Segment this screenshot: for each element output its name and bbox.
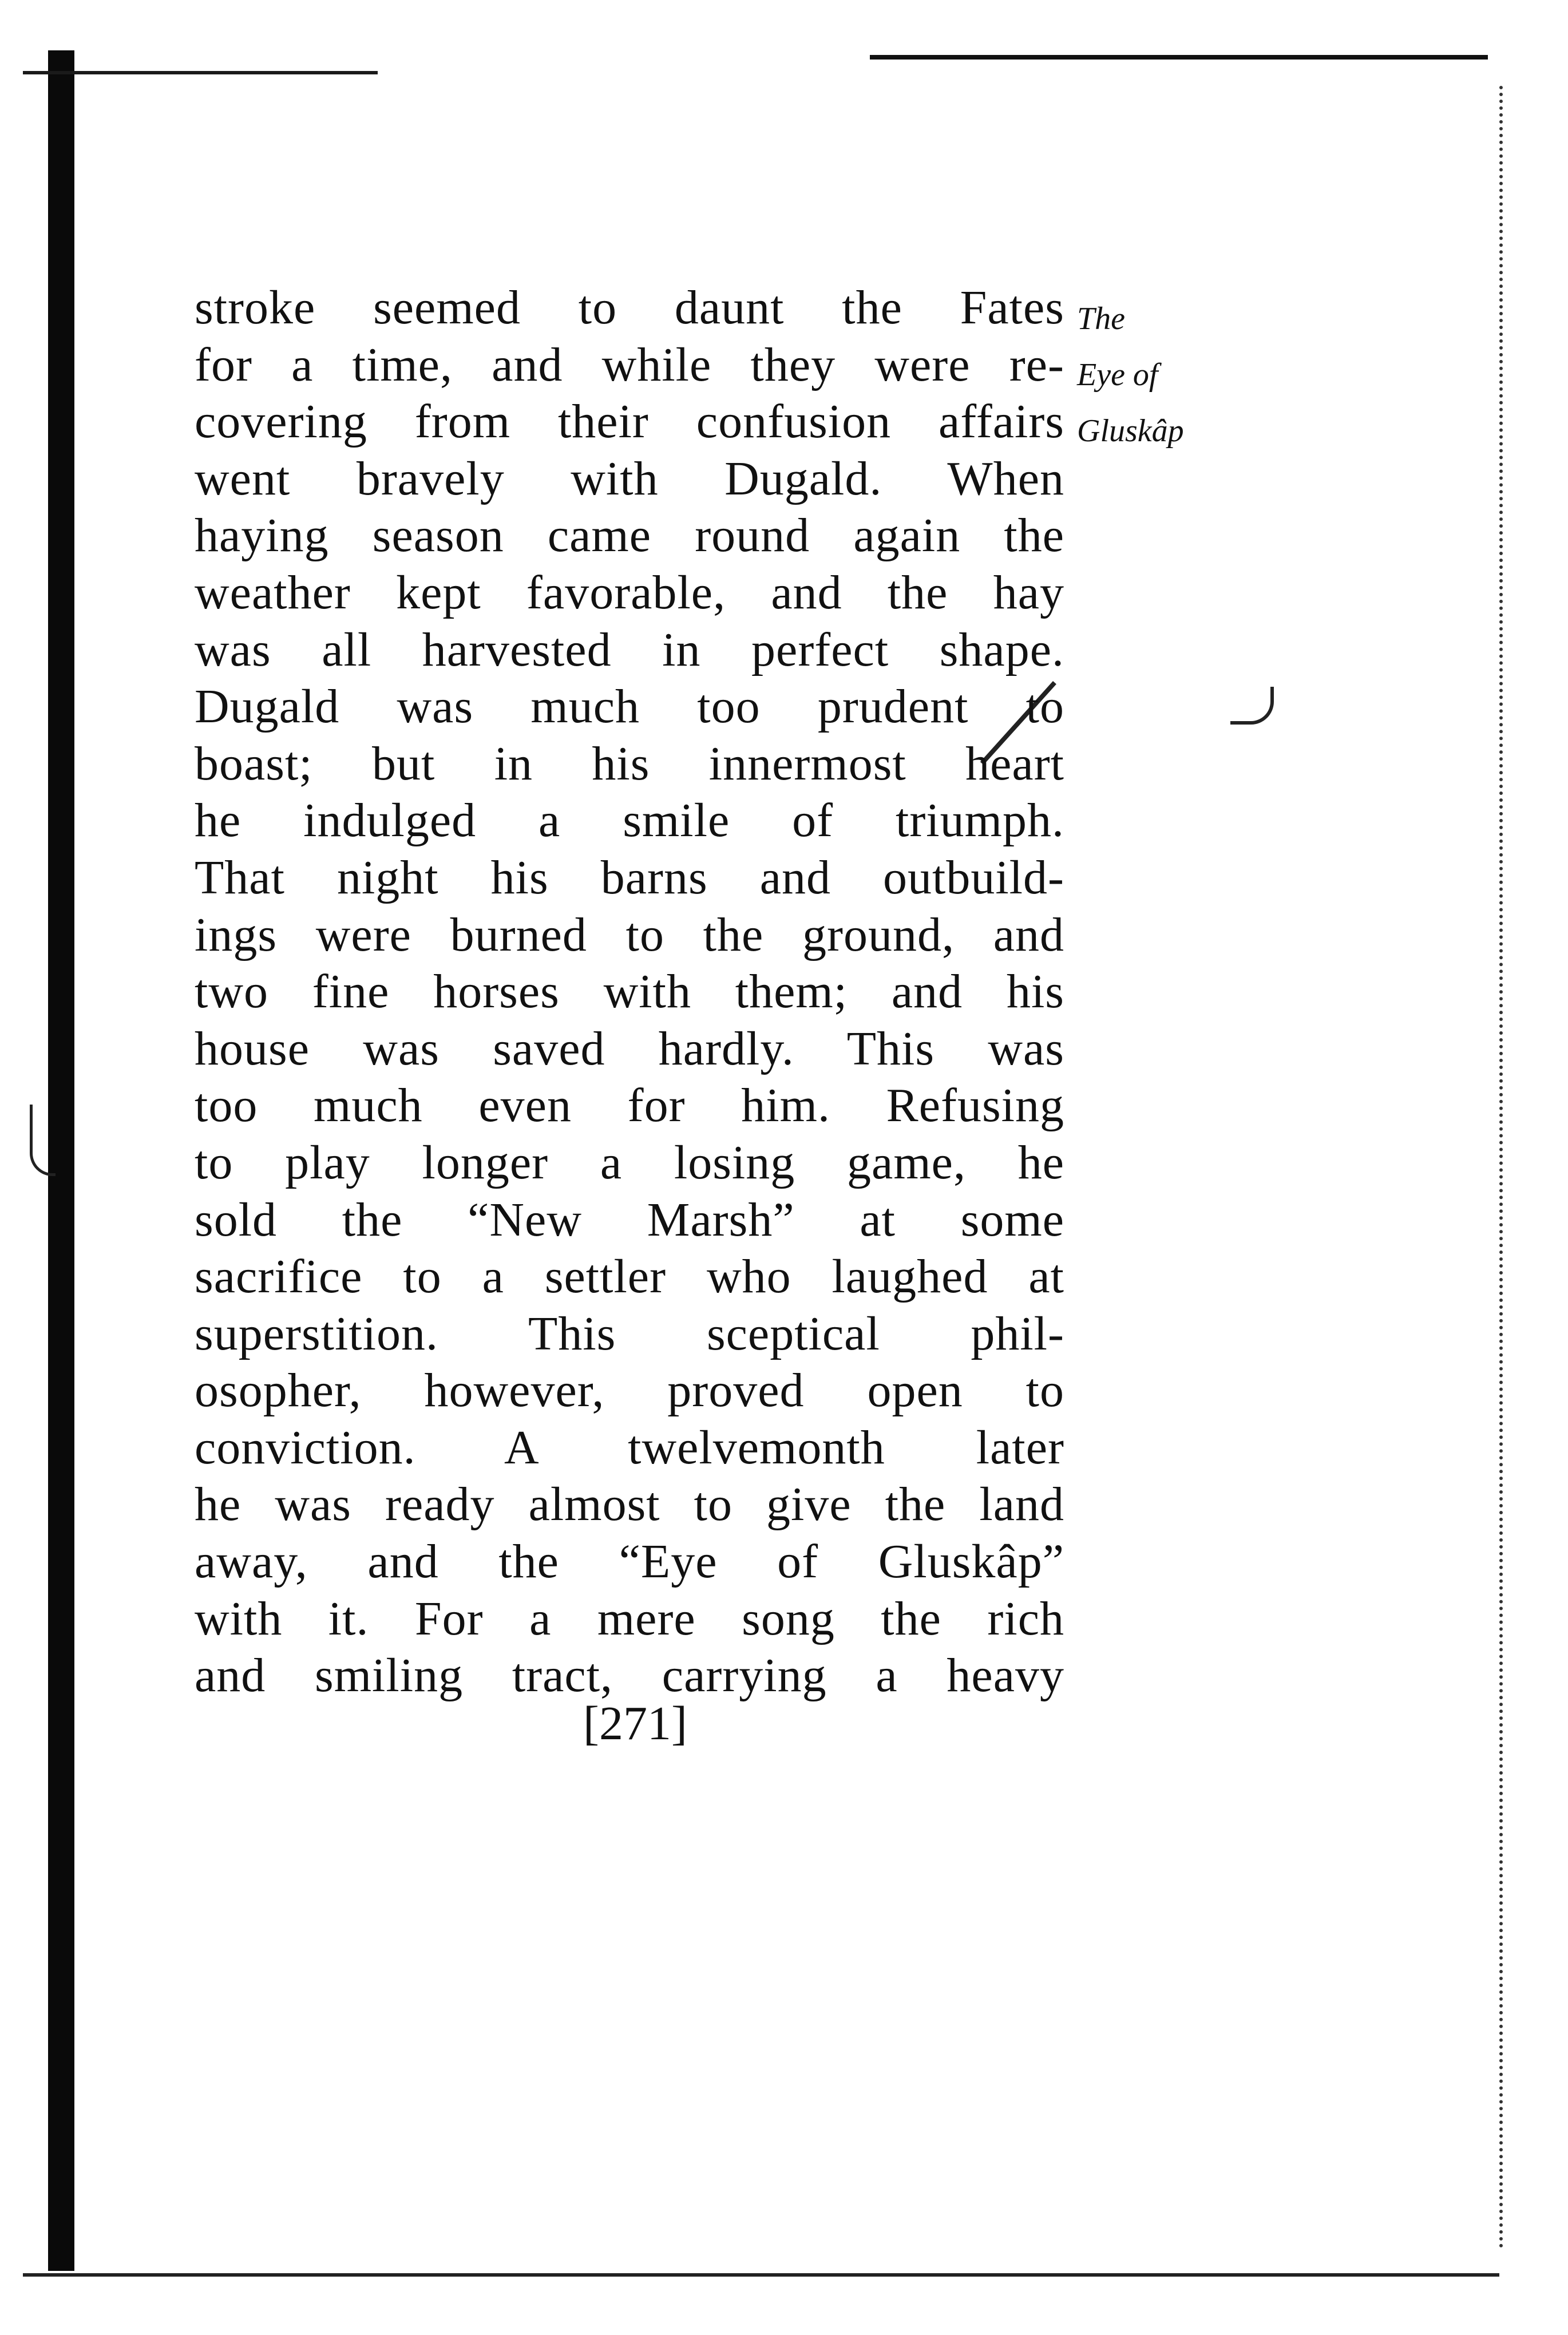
bottom-rule (23, 2273, 1499, 2277)
margin-bracket-mark (30, 1105, 56, 1176)
text-line: two fine horses with them; and his (195, 965, 1064, 1019)
text-line: with it. For a mere song the rich (195, 1592, 1064, 1645)
text-line: he indulged a smile of triumph. (195, 794, 1064, 848)
text-line: was all harvested in perfect shape. (195, 623, 1064, 676)
text-line: conviction. A twelvemonth later (195, 1420, 1064, 1474)
text-line: boast; but in his innermost heart (195, 737, 1064, 790)
text-line: Dugald was much too prudent to (195, 680, 1064, 734)
text-line: osopher, however, proved open to (195, 1364, 1064, 1418)
text-line: haying season came round again the (195, 509, 1064, 563)
text-line: That night his barns and outbuild- (195, 850, 1064, 904)
text-line: house was saved hardly. This was (195, 1022, 1064, 1075)
page-number: [271] (583, 1697, 687, 1750)
text-line: weather kept favorable, and the hay (195, 565, 1064, 619)
marginal-note (1077, 291, 1249, 459)
text-line: to play longer a losing game, he (195, 1135, 1064, 1189)
marginal-note-line: The (1077, 301, 1125, 337)
marginal-note-line: Eye of (1077, 357, 1158, 393)
marginal-note-line: Gluskâp (1077, 413, 1184, 449)
text-line: away, and the “Eye of Gluskâp” (195, 1535, 1064, 1589)
text-line: sold the “New Marsh” at some (195, 1193, 1064, 1246)
pencil-annotation-hook (1230, 687, 1274, 725)
text-line: and smiling tract, carrying a heavy (195, 1649, 1064, 1703)
text-line: sacrifice to a settler who laughed at (195, 1250, 1064, 1304)
right-page-edge (1499, 86, 1507, 2249)
top-rule-left (23, 71, 378, 74)
body-text (195, 279, 1064, 1704)
text-line: stroke seemed to daunt the Fates (195, 281, 1064, 334)
text-line: ings were burned to the ground, and (195, 908, 1064, 961)
text-line: too much even for him. Refusing (195, 1079, 1064, 1133)
text-line: covering from their confusion affairs (195, 395, 1064, 449)
text-line: for a time, and while they were re- (195, 338, 1064, 391)
text-line: he was ready almost to give the land (195, 1478, 1064, 1531)
text-line: superstition. This sceptical phil- (195, 1307, 1064, 1360)
text-line: went bravely with Dugald. When (195, 452, 1064, 505)
top-rule-right (870, 55, 1488, 60)
